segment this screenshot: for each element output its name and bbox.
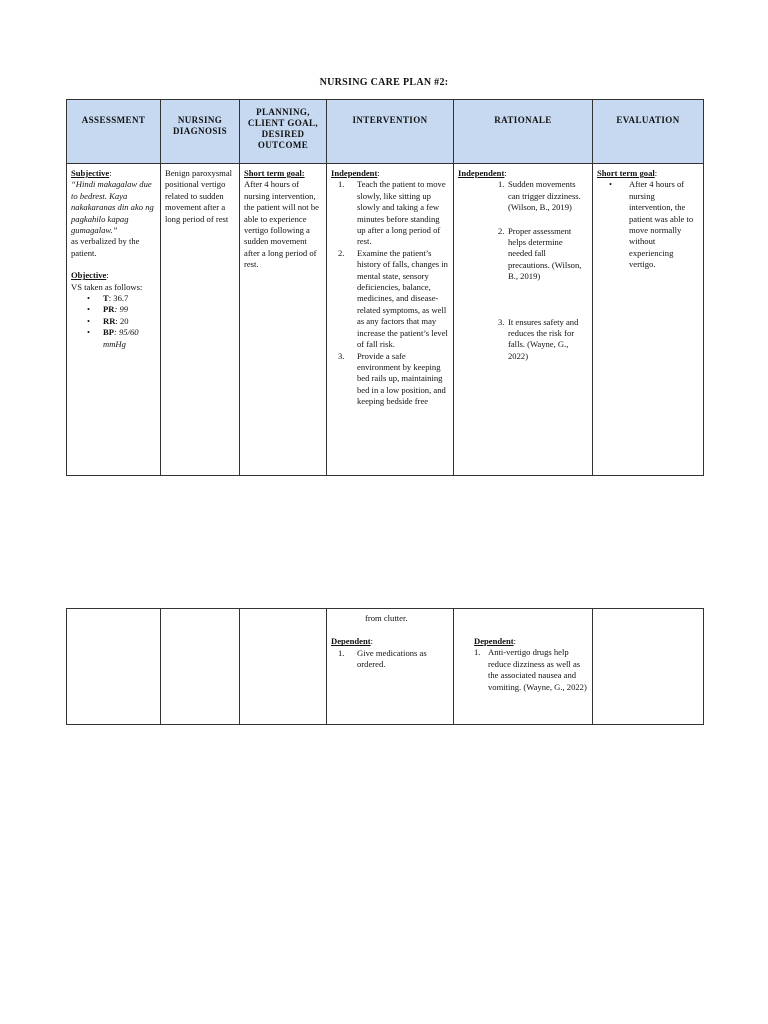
evaluation-list — [597, 179, 699, 270]
verbalized-note: as verbalized by the patient. — [71, 236, 140, 258]
vital-sign-item: • BP: 95/60 mmHg — [87, 327, 139, 349]
header-intervention: INTERVENTION — [327, 100, 454, 164]
planning-goal-label: Short term goal: — [244, 168, 305, 178]
care-plan-table-continued — [66, 608, 704, 725]
list-item: 2. Proper assessment helps determine needed fall precautions. (Wilson, B., 2019) — [498, 225, 582, 282]
diagnosis-cell — [161, 164, 240, 476]
care-plan-table — [66, 99, 704, 476]
dependent-label: Dependent — [474, 636, 514, 646]
diagnosis-text: Benign paroxysmal positional vertigo related to sudden movement after a long period of rest — [165, 168, 233, 224]
rationale-list — [458, 179, 588, 362]
planning-cell — [240, 164, 327, 476]
header-assessment: ASSESSMENT — [67, 100, 161, 164]
list-item: 2. Examine the patient’s history of falls, changes in mental state, sensory deficiencies, balance, medicines, and disease-related symptoms, as well as any factors that may increase the patient’s level of fall risk. — [338, 247, 448, 350]
content-row — [67, 609, 704, 725]
list-item: 3. Provide a safe environment by keeping bed rails up, maintaining bed in a low position, and keeping bedside free — [338, 350, 446, 407]
header-evaluation: EVALUATION — [593, 100, 704, 164]
planning-goal-text: After 4 hours of nursing intervention, the patient will not be able to experience vertigo following a sudden movement after a long period of rest. — [244, 179, 319, 270]
vital-sign-item: • PR: 99 — [87, 304, 129, 315]
header-nursing-diagnosis: NURSING DIAGNOSIS — [161, 100, 240, 164]
subjective-quote: “Hindi makagalaw due to bedrest. Kaya nakakaranas din ako ng pagkahilo kapag gumagalaw.” — [71, 179, 154, 236]
intervention-cell: Independent: 1. Teach the patient to move slowly, like sitting up slowly and taking a few minutes before standing up after a long period of rest. 2. Examine the patient’s history of falls, changes in mental state, sensory deficiencies, balance, medicines, and disease-related symptoms, as well as any factors that may increase the patient’s level of fall risk. 3. Provide a safe environment by keeping bed rails up, maintaining bed in a low position, and keeping bedside free — [327, 164, 454, 476]
rationale-cell: Dependent: 1. Anti-vertigo drugs help reduce dizziness as well as the associated nausea and vomiting. (Wayne, G., 2022) — [454, 609, 593, 725]
dependent-intervention-list — [331, 648, 449, 671]
evaluation-goal-label: Short term goal — [597, 168, 655, 178]
header-planning: PLANNING, CLIENT GOAL, DESIRED OUTCOME — [240, 100, 327, 164]
vital-sign-item: • RR: 20 — [87, 315, 129, 326]
header-row — [67, 100, 704, 164]
vital-sign-item: • T: 36.7 — [87, 293, 129, 304]
evaluation-cell — [593, 609, 704, 725]
dependent-label: Dependent — [331, 636, 371, 647]
list-item: • After 4 hours of nursing intervention, the patient was able to move normally without experiencing vertigo. — [609, 179, 694, 270]
objective-label: Objective — [71, 270, 107, 281]
independent-label: Independent — [331, 168, 378, 178]
assessment-cell: Subjective: “Hindi makagalaw due to bedrest. Kaya nakakaranas din ako ng pagkahilo kapag gumagalaw.” as verbalized by the patient. Objective: VS taken as follows: • T: 36.7 • PR: 99 • RR: 20 • BP: 95/60 mmHg — [67, 164, 161, 476]
intervention-continuation: from clutter. — [365, 613, 408, 623]
dependent-rationale-list — [474, 647, 588, 693]
diagnosis-cell — [161, 609, 240, 725]
page-title: NURSING CARE PLAN #2: — [319, 77, 449, 88]
intervention-cell: from clutter. Dependent: 1. Give medications as ordered. — [327, 609, 454, 725]
vital-signs-list — [71, 293, 156, 350]
header-rationale: RATIONALE — [454, 100, 593, 164]
planning-cell — [240, 609, 327, 725]
assessment-cell — [67, 609, 161, 725]
list-item: 3. It ensures safety and reduces the risk for falls. (Wayne, G., 2022) — [498, 316, 579, 361]
vs-text: VS taken as follows: — [71, 281, 143, 292]
list-item: 1. Sudden movements can trigger dizziness. (Wilson, B., 2019) — [498, 179, 581, 213]
list-item: 1. Teach the patient to move slowly, like sitting up slowly and taking a few minutes before standing up after a long period of rest. — [338, 179, 446, 247]
rationale-cell: Independent: 1. Sudden movements can trigger dizziness. (Wilson, B., 2019) 2. Proper assessment helps determine needed fall precautions. (Wilson, B., 2019) 3. It ensures safety and reduces the risk for falls. (Wayne, G., 2022) — [454, 164, 593, 476]
evaluation-cell: Short term goal: • After 4 hours of nursing intervention, the patient was able to move normally without experiencing vertigo. — [593, 164, 704, 476]
content-row — [67, 164, 704, 476]
list-item: 1. Anti-vertigo drugs help reduce dizziness as well as the associated nausea and vomiting. (Wayne, G., 2022) — [474, 647, 587, 692]
subjective-label: Subjective — [71, 168, 110, 178]
intervention-list — [331, 179, 449, 407]
list-item: 1. Give medications as ordered. — [338, 647, 427, 670]
independent-label: Independent — [458, 168, 505, 178]
